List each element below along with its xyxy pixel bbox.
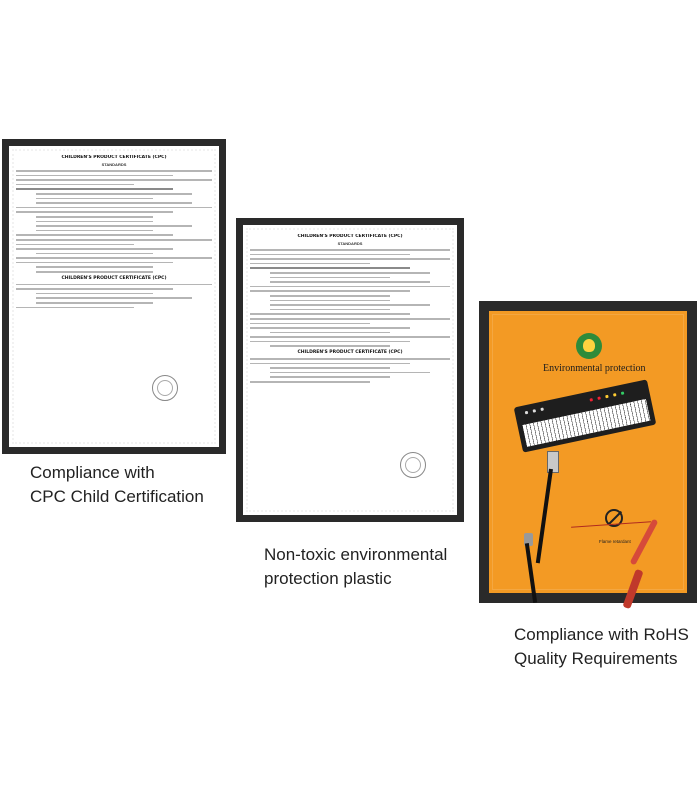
environmental-protection-label: Environmental protection <box>543 363 646 374</box>
caption-line: protection plastic <box>264 569 392 588</box>
red-wire <box>630 519 659 566</box>
caption-line: Compliance with RoHS <box>514 625 689 644</box>
certificate-title: CHILDREN'S PRODUCT CERTIFICATE (CPC) <box>297 234 403 239</box>
caption-line: Compliance with <box>30 463 155 482</box>
type-c-cable <box>525 543 537 603</box>
keyboard-image <box>514 379 657 452</box>
certificate-title: CHILDREN'S PRODUCT CERTIFICATE (CPC) <box>61 155 167 160</box>
certificate-subtitle: STANDARDS <box>101 162 127 167</box>
caption-line: Quality Requirements <box>514 649 678 668</box>
rohs-panel <box>489 311 687 593</box>
certificate-stamp <box>400 452 426 478</box>
caption-line: CPC Child Certification <box>30 487 204 506</box>
cpc-certificate-1 <box>2 139 226 454</box>
caption-cpc <box>30 461 204 509</box>
usb-cable <box>536 469 553 564</box>
red-wire <box>622 569 643 609</box>
flame-retardant-label: Flame retardant <box>599 539 631 544</box>
caption-line: Non-toxic environmental <box>264 545 448 564</box>
certificate-title-2: CHILDREN'S PRODUCT CERTIFICATE (CPC) <box>61 275 167 281</box>
certificate-subtitle: STANDARDS <box>337 241 363 246</box>
certificate-title-2: CHILDREN'S PRODUCT CERTIFICATE (CPC) <box>297 350 403 356</box>
caption-rohs <box>514 623 689 671</box>
caption-non-toxic <box>264 543 447 591</box>
certificate-body <box>16 155 212 438</box>
environmental-logo-icon <box>576 333 602 359</box>
rohs-certificate <box>479 301 697 603</box>
cpc-certificate-2 <box>236 218 464 522</box>
certificate-stamp <box>152 375 178 401</box>
